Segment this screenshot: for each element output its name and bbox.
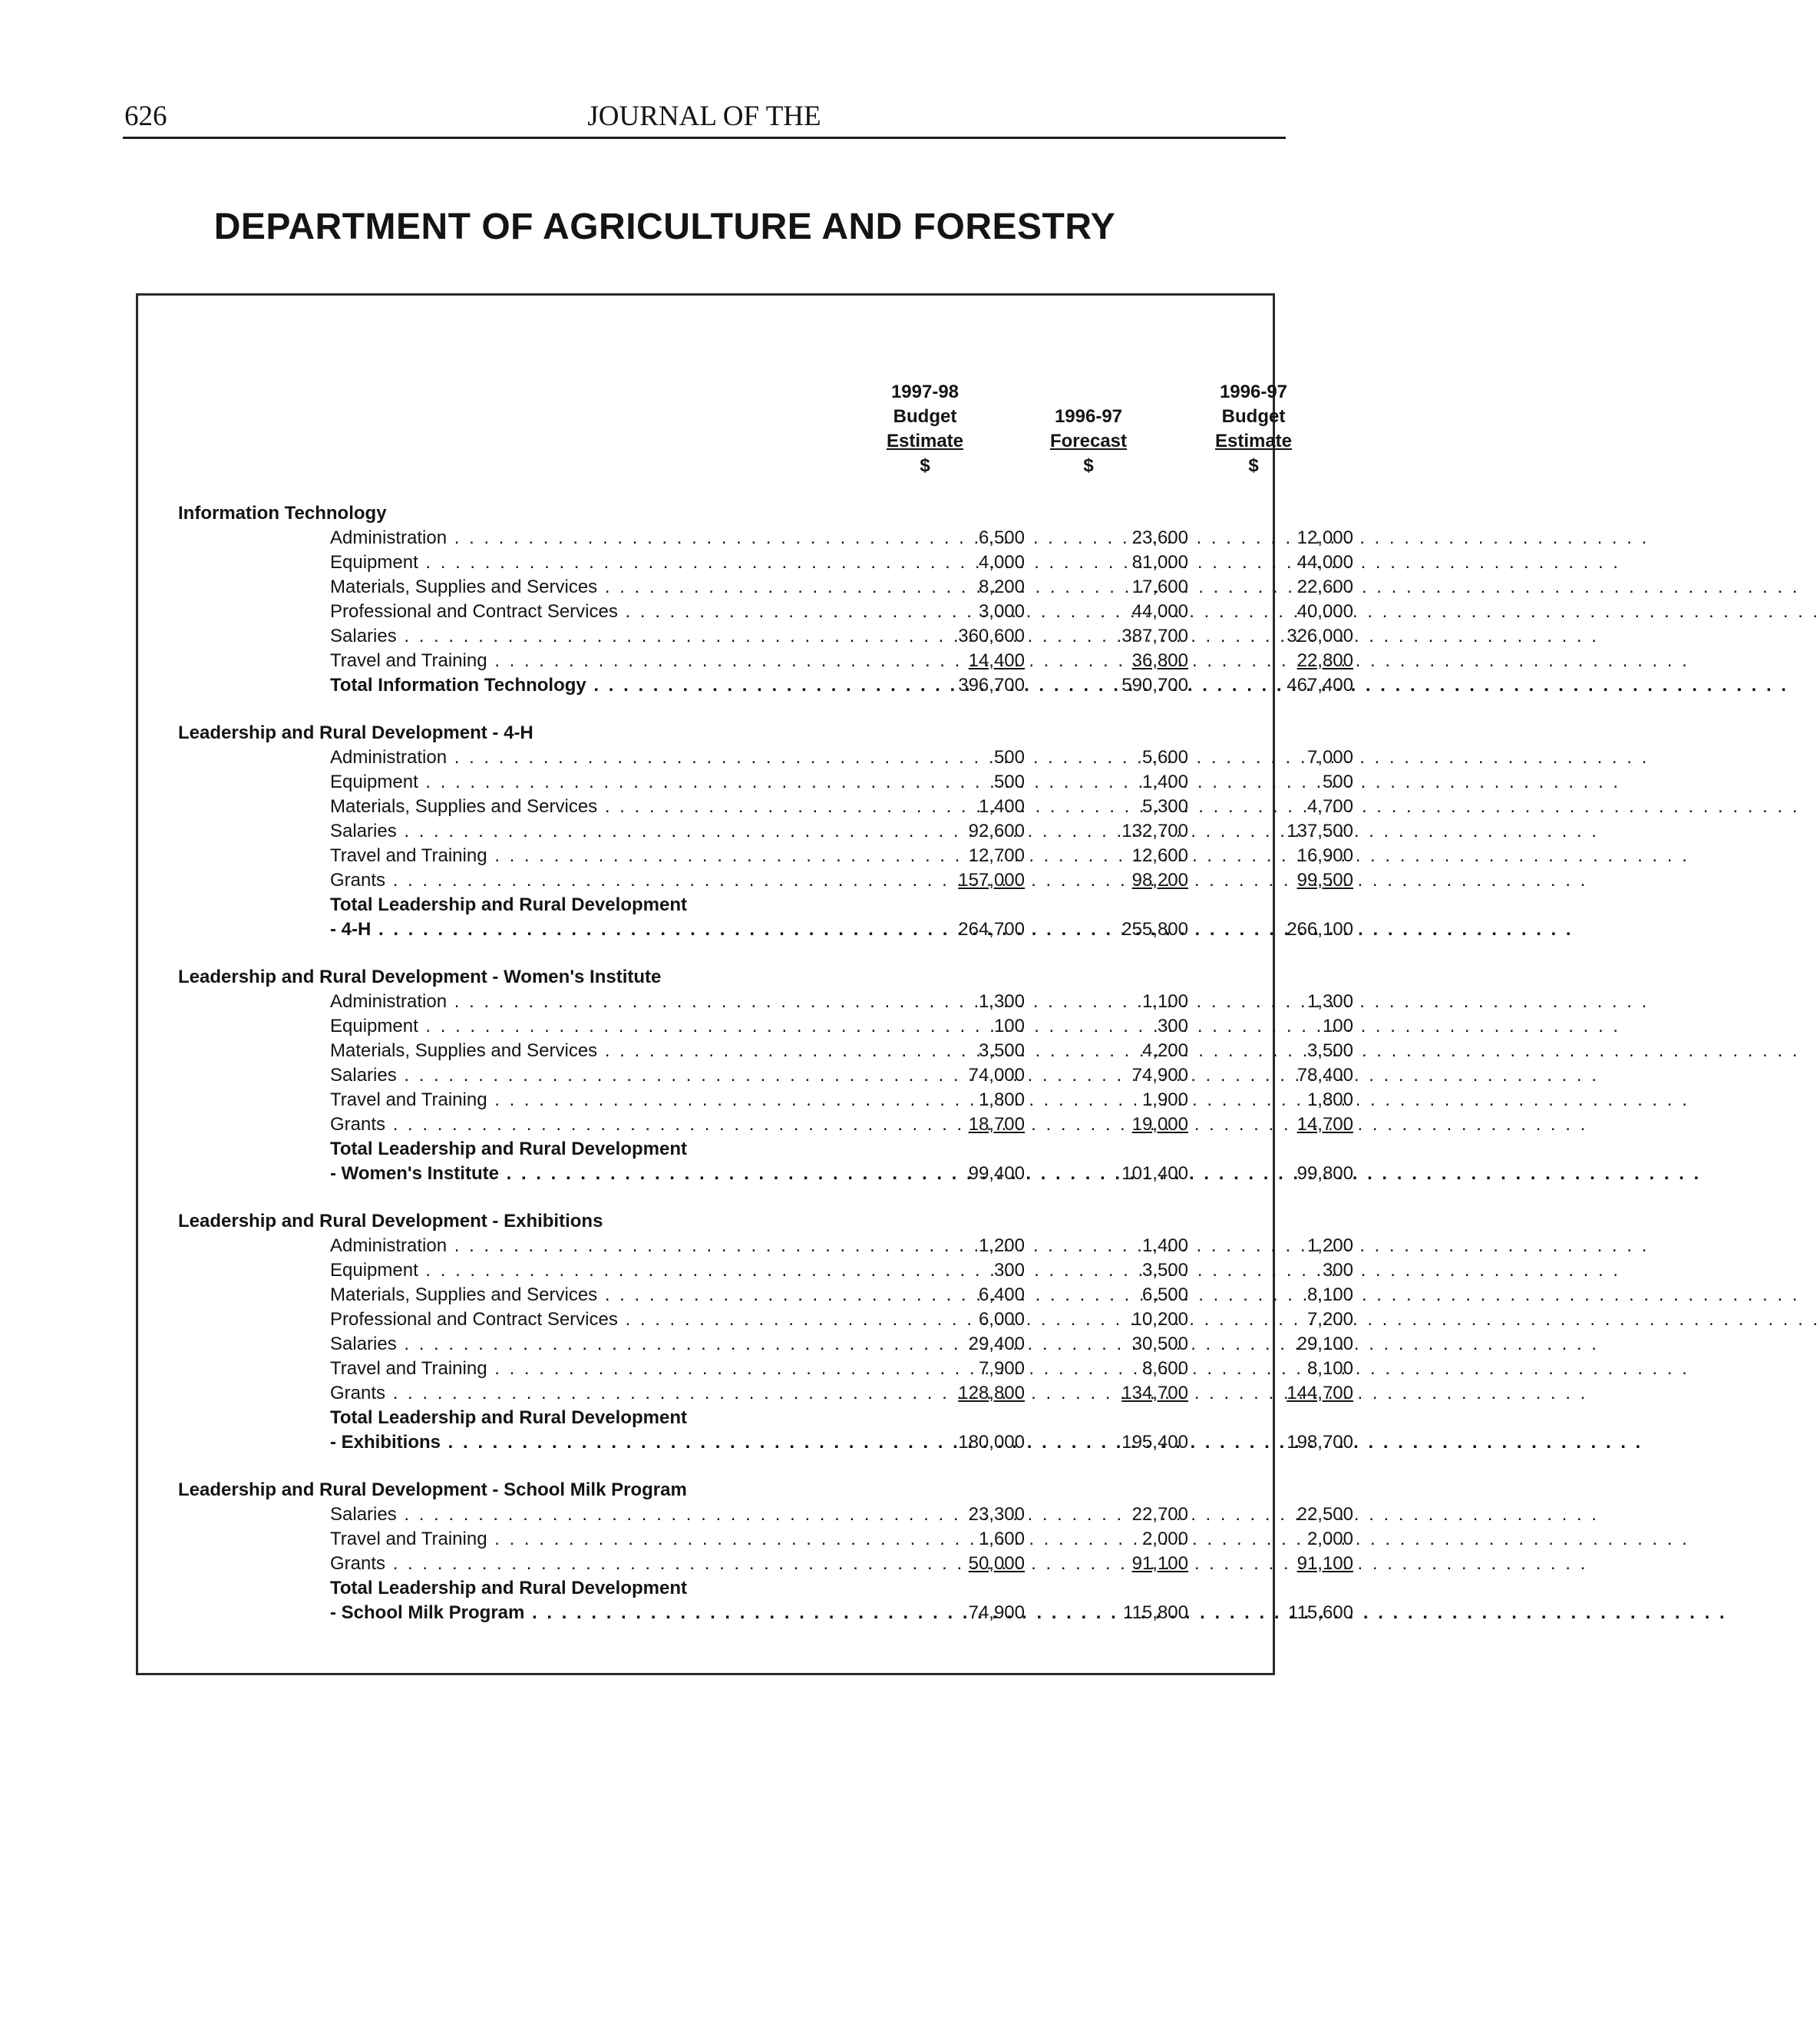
column-header-line: 1997-98 [890, 382, 960, 402]
value-cell: 7,200 [1306, 1309, 1353, 1330]
value-cell: 255,800 [1121, 919, 1188, 940]
value-cell: 1,100 [1141, 991, 1188, 1012]
column-header-line: Estimate [1214, 431, 1293, 451]
value-cell: 1,800 [978, 1089, 1025, 1110]
row-label-text: Grants [330, 1383, 386, 1403]
row-label [253, 1014, 881, 1039]
value-cell: 6,000 [978, 1309, 1025, 1330]
value-cell: 144,700 [1287, 1383, 1353, 1403]
table-row [138, 1088, 1353, 1112]
row-label-text: Grants [330, 1114, 386, 1135]
value-cell: 30,500 [1131, 1334, 1188, 1354]
total-label [253, 917, 881, 942]
value-cell: 7,000 [1306, 747, 1353, 768]
row-label [253, 1283, 881, 1307]
value-cell: 1,300 [1306, 991, 1353, 1012]
section-spacer [138, 698, 1273, 721]
total-row [138, 1406, 1273, 1430]
row-label-text: Administration [330, 1235, 448, 1256]
row-label-text: Salaries [330, 626, 397, 646]
value-cell: 8,100 [1306, 1284, 1353, 1305]
table-row [138, 1039, 1353, 1063]
value-cell: 195,400 [1121, 1432, 1188, 1453]
value-cell: 29,100 [1296, 1334, 1353, 1354]
row-label-text: Materials, Supplies and Services [330, 577, 598, 597]
total-row-continuation [138, 917, 1353, 942]
row-label-text: Travel and Training [330, 1529, 487, 1549]
table-row [138, 1527, 1353, 1552]
value-cell: 92,600 [968, 821, 1025, 841]
total-label-text: - Exhibitions [330, 1432, 441, 1453]
value-cell: 1,400 [1141, 772, 1188, 792]
total-row [138, 893, 1273, 917]
value-cell: 5,600 [1141, 747, 1188, 768]
table-row [138, 868, 1353, 893]
row-label [253, 1552, 881, 1576]
value-cell: 396,700 [958, 675, 1025, 696]
total-row [138, 1137, 1273, 1162]
department-title: DEPARTMENT OF AGRICULTURE AND FORESTRY [213, 207, 1116, 247]
table-row [138, 1381, 1353, 1406]
row-label-text: Salaries [330, 821, 397, 841]
value-cell: 16,900 [1296, 845, 1353, 866]
value-cell: 40,000 [1296, 601, 1353, 622]
table-row [138, 1234, 1353, 1258]
section-title: Leadership and Rural Development - Exhibitions [178, 1211, 603, 1231]
value-cell: 81,000 [1131, 552, 1188, 573]
value-cell: 22,600 [1296, 577, 1353, 597]
section-spacer [138, 1455, 1273, 1478]
row-label-text: Equipment [330, 552, 418, 573]
page-number: 626 [124, 101, 167, 132]
table-body [138, 501, 1353, 1625]
value-cell: 14,400 [968, 650, 1025, 671]
value-cell: 74,900 [1131, 1065, 1188, 1086]
table-row [138, 1014, 1353, 1039]
value-cell: 157,000 [958, 870, 1025, 891]
row-label [253, 1039, 881, 1063]
value-cell: 115,800 [1123, 1602, 1188, 1623]
value-cell: 4,700 [1306, 796, 1353, 817]
row-label-text: Equipment [330, 1260, 418, 1281]
section-heading [138, 965, 1273, 990]
table-row [138, 1307, 1353, 1332]
row-label [253, 1527, 881, 1552]
value-cell: 4,000 [978, 552, 1025, 573]
value-cell: 99,400 [968, 1163, 1025, 1184]
row-label [253, 990, 881, 1014]
row-label [253, 1234, 881, 1258]
row-label-text: Materials, Supplies and Services [330, 1284, 598, 1305]
row-label [253, 526, 881, 550]
value-cell: 132,700 [1121, 821, 1188, 841]
row-label [253, 1063, 881, 1088]
value-cell: 3,500 [978, 1040, 1025, 1061]
value-cell: 6,500 [978, 527, 1025, 548]
total-row-continuation [138, 1430, 1353, 1455]
row-label-text: Salaries [330, 1504, 397, 1525]
table-row [138, 1357, 1353, 1381]
row-label-text: Grants [330, 1553, 386, 1574]
row-label [253, 819, 881, 844]
section-title: Information Technology [178, 503, 387, 524]
row-label [253, 1088, 881, 1112]
value-cell: 500 [993, 772, 1025, 792]
row-label [253, 770, 881, 795]
row-label [253, 1307, 881, 1332]
table-row [138, 819, 1353, 844]
value-cell: 6,400 [978, 1284, 1025, 1305]
table-row [138, 1063, 1353, 1088]
section-heading [138, 1478, 1273, 1502]
section-title: Leadership and Rural Development - Women's Institute [178, 967, 662, 987]
value-cell: 3,500 [1306, 1040, 1353, 1061]
total-label [253, 893, 881, 917]
value-cell: 387,700 [1121, 626, 1188, 646]
row-label-text: Equipment [330, 1016, 418, 1036]
value-cell: 100 [993, 1016, 1025, 1036]
value-cell: 2,000 [1141, 1529, 1188, 1549]
value-cell: 1,300 [978, 991, 1025, 1012]
value-cell: 91,100 [1296, 1553, 1353, 1574]
section-heading [138, 1209, 1273, 1234]
value-cell: 100 [1322, 1016, 1353, 1036]
value-cell: 137,500 [1287, 821, 1353, 841]
total-row [138, 1576, 1273, 1601]
table-row [138, 770, 1353, 795]
value-cell: 23,300 [968, 1504, 1025, 1525]
value-cell: 467,400 [1287, 675, 1353, 696]
row-label-text: Administration [330, 991, 448, 1012]
value-cell: 74,900 [968, 1602, 1025, 1623]
column-header-1996-97-budget-estimate [1154, 380, 1353, 478]
section-heading [138, 721, 1273, 745]
column-header-line: Forecast [1049, 431, 1128, 451]
row-label-text: Travel and Training [330, 1358, 487, 1379]
row-label-text: Travel and Training [330, 1089, 487, 1110]
column-header-unit: $ [1248, 455, 1259, 476]
value-cell: 326,000 [1287, 626, 1353, 646]
value-cell: 3,000 [978, 601, 1025, 622]
value-cell: 198,700 [1287, 1432, 1353, 1453]
value-cell: 91,100 [1131, 1553, 1188, 1574]
row-label-text: Materials, Supplies and Services [330, 796, 598, 817]
table-row [138, 1283, 1353, 1307]
table-row [138, 1258, 1353, 1283]
row-label [253, 550, 881, 575]
table-row [138, 844, 1353, 868]
value-cell: 1,400 [978, 796, 1025, 817]
column-header-unit: $ [920, 455, 930, 476]
value-cell: 1,600 [978, 1529, 1025, 1549]
value-cell: 19,000 [1131, 1114, 1188, 1135]
row-label-text: Materials, Supplies and Services [330, 1040, 598, 1061]
value-cell: 1,200 [978, 1235, 1025, 1256]
value-cell: 180,000 [958, 1432, 1025, 1453]
value-cell: 266,100 [1287, 919, 1353, 940]
total-label-text: Total Information Technology [330, 675, 586, 696]
value-cell: 590,700 [1121, 675, 1188, 696]
table-row [138, 526, 1353, 550]
value-cell: 99,800 [1296, 1163, 1353, 1184]
total-label [253, 1576, 881, 1601]
total-label [253, 673, 881, 698]
row-label-text: Grants [330, 870, 386, 891]
value-cell: 134,700 [1121, 1383, 1188, 1403]
value-cell: 500 [993, 747, 1025, 768]
table-row [138, 1112, 1353, 1137]
value-cell: 115,600 [1288, 1602, 1353, 1623]
total-row-continuation [138, 1601, 1353, 1625]
row-label-text: Travel and Training [330, 650, 487, 671]
row-label [253, 649, 881, 673]
row-label [253, 1357, 881, 1381]
total-label [253, 1601, 881, 1625]
row-label [253, 1112, 881, 1137]
value-cell: 6,500 [1141, 1284, 1188, 1305]
value-cell: 50,000 [968, 1553, 1025, 1574]
total-label [253, 1162, 881, 1186]
table-row [138, 575, 1353, 600]
row-label [253, 868, 881, 893]
value-cell: 300 [1322, 1260, 1353, 1281]
value-cell: 12,700 [968, 845, 1025, 866]
value-cell: 1,200 [1306, 1235, 1353, 1256]
value-cell: 12,600 [1131, 845, 1188, 866]
value-cell: 7,900 [978, 1358, 1025, 1379]
total-label-text: Total Leadership and Rural Development [330, 1578, 687, 1598]
column-header-line: Estimate [886, 431, 964, 451]
table-row [138, 795, 1353, 819]
total-label [253, 1406, 881, 1430]
row-label [253, 745, 881, 770]
value-cell: 2,000 [1306, 1529, 1353, 1549]
row-label [253, 1332, 881, 1357]
value-cell: 3,500 [1141, 1260, 1188, 1281]
value-cell: 101,400 [1121, 1163, 1188, 1184]
total-row-continuation [138, 1162, 1353, 1186]
value-cell: 14,700 [1296, 1114, 1353, 1135]
table-row [138, 1332, 1353, 1357]
value-cell: 8,200 [978, 577, 1025, 597]
column-header-line: Budget [893, 406, 957, 427]
page-header [123, 98, 1286, 139]
value-cell: 300 [1157, 1016, 1188, 1036]
table-row [138, 745, 1353, 770]
table-row [138, 600, 1353, 624]
total-label-text: - Women's Institute [330, 1163, 499, 1184]
total-label [253, 1430, 881, 1455]
section-spacer [138, 942, 1273, 965]
row-label [253, 1381, 881, 1406]
section-title: Leadership and Rural Development - 4-H [178, 722, 533, 743]
value-cell: 98,200 [1131, 870, 1188, 891]
row-label [253, 600, 881, 624]
value-cell: 360,600 [958, 626, 1025, 646]
journal-title: JOURNAL OF THE [587, 101, 821, 132]
total-label-text: - School Milk Program [330, 1602, 525, 1623]
value-cell: 10,200 [1131, 1309, 1188, 1330]
value-cell: 36,800 [1131, 650, 1188, 671]
row-label [253, 795, 881, 819]
row-label-text: Administration [330, 527, 448, 548]
total-label-text: Total Leadership and Rural Development [330, 1139, 687, 1159]
row-label-text: Administration [330, 747, 448, 768]
row-label [253, 1258, 881, 1283]
value-cell: 23,600 [1131, 527, 1188, 548]
row-label-text: Equipment [330, 772, 418, 792]
column-header-line: 1996-97 [1054, 406, 1123, 427]
total-label [253, 1137, 881, 1162]
value-cell: 8,600 [1141, 1358, 1188, 1379]
value-cell: 44,000 [1131, 601, 1188, 622]
row-label-text: Salaries [330, 1334, 397, 1354]
value-cell: 22,500 [1296, 1504, 1353, 1525]
value-cell: 44,000 [1296, 552, 1353, 573]
value-cell: 128,800 [958, 1383, 1025, 1403]
table-row [138, 1552, 1353, 1576]
row-label-text: Professional and Contract Services [330, 1309, 618, 1330]
column-header-line: Budget [1221, 406, 1286, 427]
value-cell: 500 [1322, 772, 1353, 792]
value-cell: 99,500 [1296, 870, 1353, 891]
value-cell: 300 [993, 1260, 1025, 1281]
column-header-unit: $ [1083, 455, 1094, 476]
value-cell: 1,900 [1141, 1089, 1188, 1110]
value-cell: 5,300 [1141, 796, 1188, 817]
value-cell: 12,000 [1296, 527, 1353, 548]
total-label-text: Total Leadership and Rural Development [330, 894, 687, 915]
budget-table [136, 293, 1353, 1675]
table-row [138, 550, 1353, 575]
value-cell: 264,700 [958, 919, 1025, 940]
row-label [253, 624, 881, 649]
total-row [138, 673, 1353, 698]
value-cell: 4,200 [1141, 1040, 1188, 1061]
row-label-text: Travel and Training [330, 845, 487, 866]
section-heading [138, 501, 1273, 526]
value-cell: 22,800 [1296, 650, 1353, 671]
column-header-line: 1996-97 [1219, 382, 1288, 402]
row-label-text: Professional and Contract Services [330, 601, 618, 622]
row-label-text: Salaries [330, 1065, 397, 1086]
total-label-text: - 4-H [330, 919, 372, 940]
section-spacer [138, 1186, 1273, 1209]
value-cell: 78,400 [1296, 1065, 1353, 1086]
value-cell: 74,000 [968, 1065, 1025, 1086]
table-row [138, 624, 1353, 649]
value-cell: 1,800 [1306, 1089, 1353, 1110]
value-cell: 29,400 [968, 1334, 1025, 1354]
table-row [138, 649, 1353, 673]
table-row [138, 1502, 1353, 1527]
row-label [253, 575, 881, 600]
value-cell: 18,700 [968, 1114, 1025, 1135]
value-cell: 17,600 [1131, 577, 1188, 597]
value-cell: 22,700 [1131, 1504, 1188, 1525]
value-cell: 8,100 [1306, 1358, 1353, 1379]
row-label [253, 1502, 881, 1527]
table-row [138, 990, 1353, 1014]
value-cell: 1,400 [1141, 1235, 1188, 1256]
total-label-text: Total Leadership and Rural Development [330, 1407, 687, 1428]
section-title: Leadership and Rural Development - School Milk Program [178, 1479, 687, 1500]
row-label [253, 844, 881, 868]
